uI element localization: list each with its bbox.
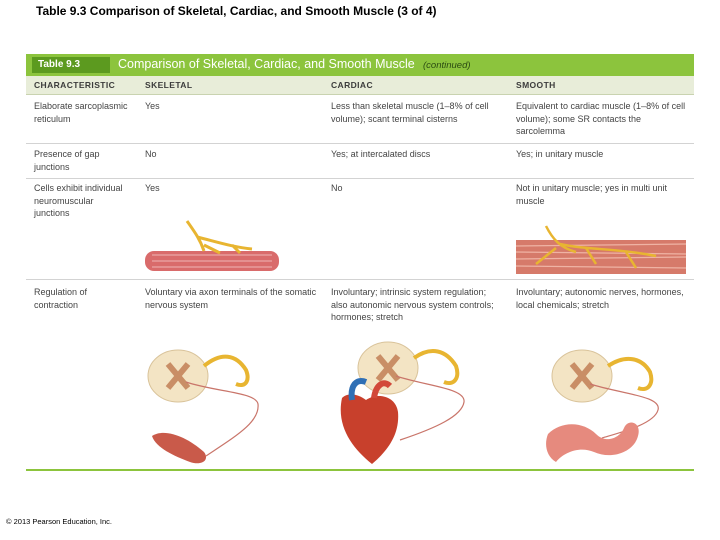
spinal-cord-skeletal-illustration bbox=[146, 344, 286, 469]
heart-icon bbox=[341, 394, 398, 464]
table-tag: Table 9.3 bbox=[32, 57, 110, 73]
row2-smooth: Yes; in unitary muscle bbox=[516, 149, 604, 159]
row-divider bbox=[26, 143, 694, 144]
skeletal-muscle-target bbox=[152, 433, 206, 463]
intestine-smooth-muscle bbox=[546, 422, 639, 462]
row3-skeletal: Yes bbox=[145, 183, 160, 193]
row2-cardiac: Yes; at intercalated discs bbox=[331, 149, 431, 159]
copyright-footer: © 2013 Pearson Education, Inc. bbox=[6, 517, 113, 526]
row-divider bbox=[26, 279, 694, 280]
row-divider bbox=[26, 178, 694, 179]
slide-title: Table 9.3 Comparison of Skeletal, Cardiac, and Smooth Muscle (3 of 4) bbox=[36, 4, 437, 18]
table-continued: (continued) bbox=[423, 60, 471, 71]
table-banner bbox=[26, 54, 694, 76]
col-head-skeletal: SKELETAL bbox=[145, 80, 193, 90]
table-bottom-rule bbox=[26, 469, 694, 471]
comparison-table bbox=[26, 54, 694, 474]
row2-characteristic: Presence of gap junctions bbox=[34, 149, 100, 172]
col-head-cardiac: CARDIAC bbox=[331, 80, 373, 90]
row1-skeletal: Yes bbox=[145, 101, 160, 111]
spinal-ganglion-nerve bbox=[204, 357, 248, 385]
row4-smooth: Involuntary; autonomic nerves, hormones, local chemicals; stretch bbox=[516, 287, 684, 310]
table-heading: Comparison of Skeletal, Cardiac, and Smooth Muscle bbox=[118, 57, 415, 71]
autonomic-ganglion-nerve bbox=[414, 351, 457, 383]
row4-cardiac: Involuntary; intrinsic system regulation; also autonomic nervous system controls; hormones; stretch bbox=[331, 287, 494, 322]
row1-characteristic: Elaborate sarcoplasmic reticulum bbox=[34, 101, 128, 124]
spinal-cord-intestine-illustration bbox=[542, 344, 692, 469]
smooth-muscle-nerves-illustration bbox=[516, 224, 686, 276]
row1-cardiac: Less than skeletal muscle (1–8% of cell volume); scant terminal cisterns bbox=[331, 101, 489, 124]
row1-smooth: Equivalent to cardiac muscle (1–8% of cell volume); some SR contacts the sarcolemma bbox=[516, 101, 686, 136]
skeletal-fiber-nerve-illustration bbox=[142, 219, 282, 279]
col-head-characteristic: CHARACTERISTIC bbox=[34, 80, 116, 90]
spinal-cord-heart-illustration bbox=[326, 336, 476, 471]
row3-cardiac: No bbox=[331, 183, 343, 193]
row4-characteristic: Regulation of contraction bbox=[34, 287, 88, 310]
col-head-smooth: SMOOTH bbox=[516, 80, 556, 90]
row4-skeletal: Voluntary via axon terminals of the somatic nervous system bbox=[145, 287, 317, 310]
row3-characteristic: Cells exhibit individual neuromuscular junctions bbox=[34, 183, 123, 218]
skeletal-nerve-axon bbox=[187, 221, 252, 253]
row3-smooth: Not in unitary muscle; yes in multi unit muscle bbox=[516, 183, 668, 206]
row2-skeletal: No bbox=[145, 149, 157, 159]
autonomic-ganglion-nerve bbox=[608, 359, 651, 389]
table-header-row bbox=[26, 76, 694, 95]
